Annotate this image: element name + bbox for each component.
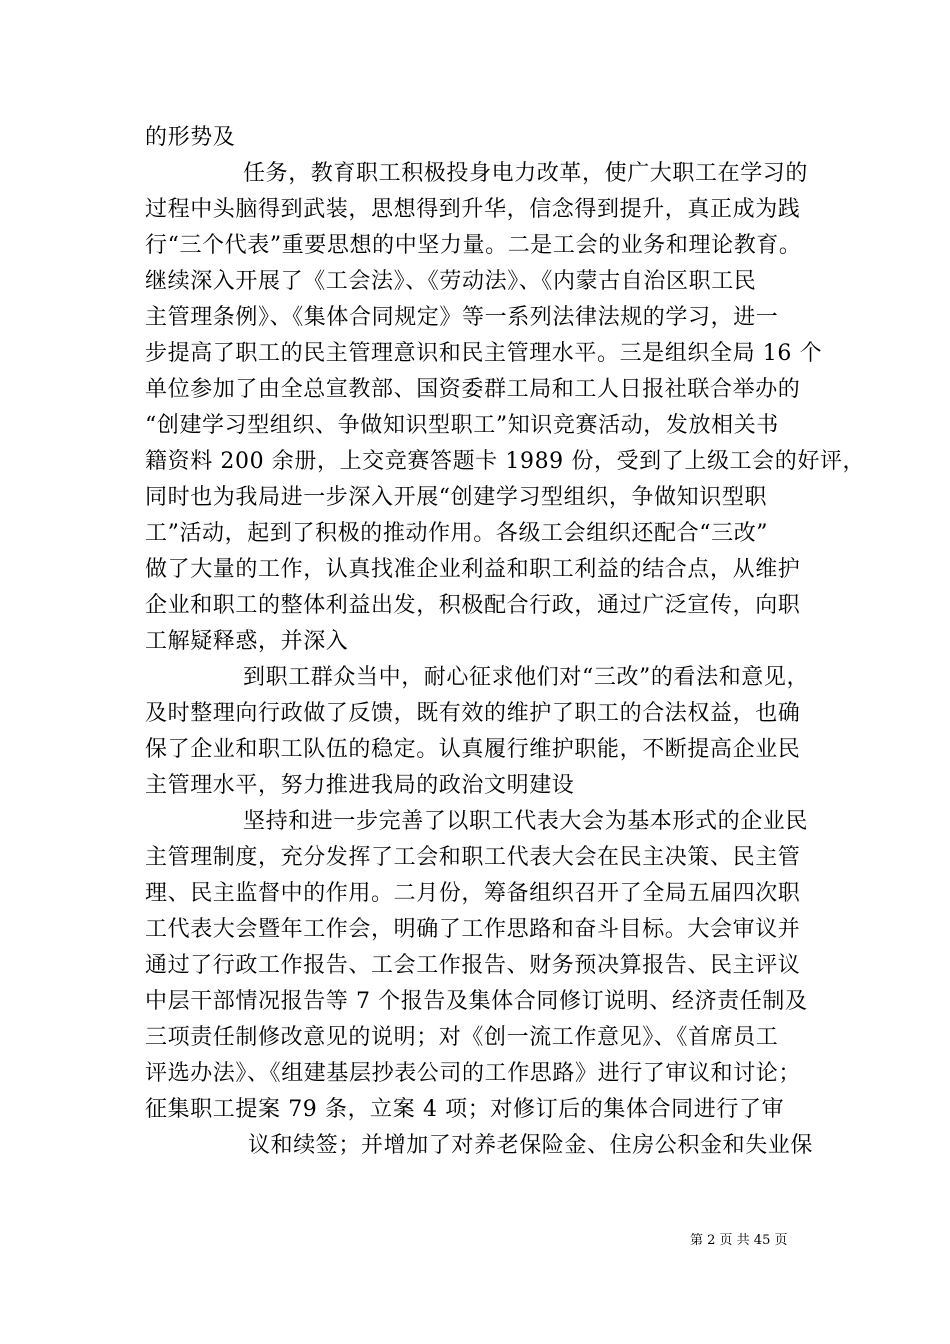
text-line: 工代表大会暨年工作会，明确了工作思路和奋斗目标。大会审议并 [145, 917, 801, 942]
page-footer: 第 2 页 共 45 页 [690, 1233, 788, 1248]
text-line: 步提高了职工的民主管理意识和民主管理水平。三是组织全局 16 个 [145, 341, 823, 366]
text-line: 过程中头脑得到武装，思想得到升华，信念得到提升，真正成为践 [145, 197, 801, 222]
text-line: 评选办法》、《组建基层抄表公司的工作思路》进行了审议和讨论； [145, 1061, 802, 1086]
text-line: 三项责任制修改意见的说明；对《创一流工作意见》、《首席员工 [145, 1025, 779, 1050]
text-line: 主管理制度，充分发挥了工会和职工代表大会在民主决策、民主管 [145, 845, 801, 870]
text-line: 到职工群众当中，耐心征求他们对“三改”的看法和意见， [243, 665, 810, 690]
text-line: 工解疑释惑，并深入 [145, 629, 349, 654]
text-line: 坚持和进一步完善了以职工代表大会为基本形式的企业民 [243, 809, 809, 834]
text-line: 理、民主监督中的作用。二月份，筹备组织召开了全局五届四次职 [145, 881, 801, 906]
text-line: 工”活动，起到了积极的推动作用。各级工会组织还配合“三改” [145, 521, 769, 546]
text-line: 行“三个代表”重要思想的中坚力量。二是工会的业务和理论教育。 [145, 233, 802, 258]
text-line: 及时整理向行政做了反馈，既有效的维护了职工的合法权益，也确 [145, 701, 801, 726]
text-line: “创建学习型组织、争做知识型职工”知识竞赛活动，发放相关书 [145, 413, 779, 438]
text-line: 做了大量的工作，认真找准企业利益和职工利益的结合点，从维护 [145, 557, 801, 582]
text-line: 同时也为我局进一步深入开展“创建学习型组织，争做知识型职 [145, 485, 768, 510]
text-line: 继续深入开展了《工会法》、《劳动法》、《内蒙古自治区职工民 [145, 269, 757, 294]
text-line: 主管理条例》、《集体合同规定》等一系列法律法规的学习，进一 [145, 305, 779, 330]
text-line: 任务，教育职工积极投身电力改革，使广大职工在学习的 [243, 161, 809, 186]
text-line: 中层干部情况报告等 7 个报告及集体合同修订说明、经济责任制及 [145, 989, 808, 1014]
text-line: 的形势及 [145, 125, 236, 150]
text-line: 企业和职工的整体利益出发，积极配合行政，通过广泛宣传，向职 [145, 593, 801, 618]
text-line: 征集职工提案 79 条，立案 4 项；对修订后的集体合同进行了审 [145, 1097, 785, 1122]
text-line: 单位参加了由全总宣教部、国资委群工局和工人日报社联合举办的 [145, 377, 801, 402]
text-line: 保了企业和职工队伍的稳定。认真履行维护职能，不断提高企业民 [145, 737, 801, 762]
text-line: 主管理水平，努力推进我局的政治文明建设 [145, 773, 575, 798]
text-line: 通过了行政工作报告、工会工作报告、财务预决算报告、民主评议 [145, 953, 801, 978]
text-line: 籍资料 200 余册，上交竞赛答题卡 1989 份，受到了上级工会的好评， [145, 449, 866, 474]
text-line: 议和续签；并增加了对养老保险金、住房公积金和失业保 [248, 1133, 814, 1158]
